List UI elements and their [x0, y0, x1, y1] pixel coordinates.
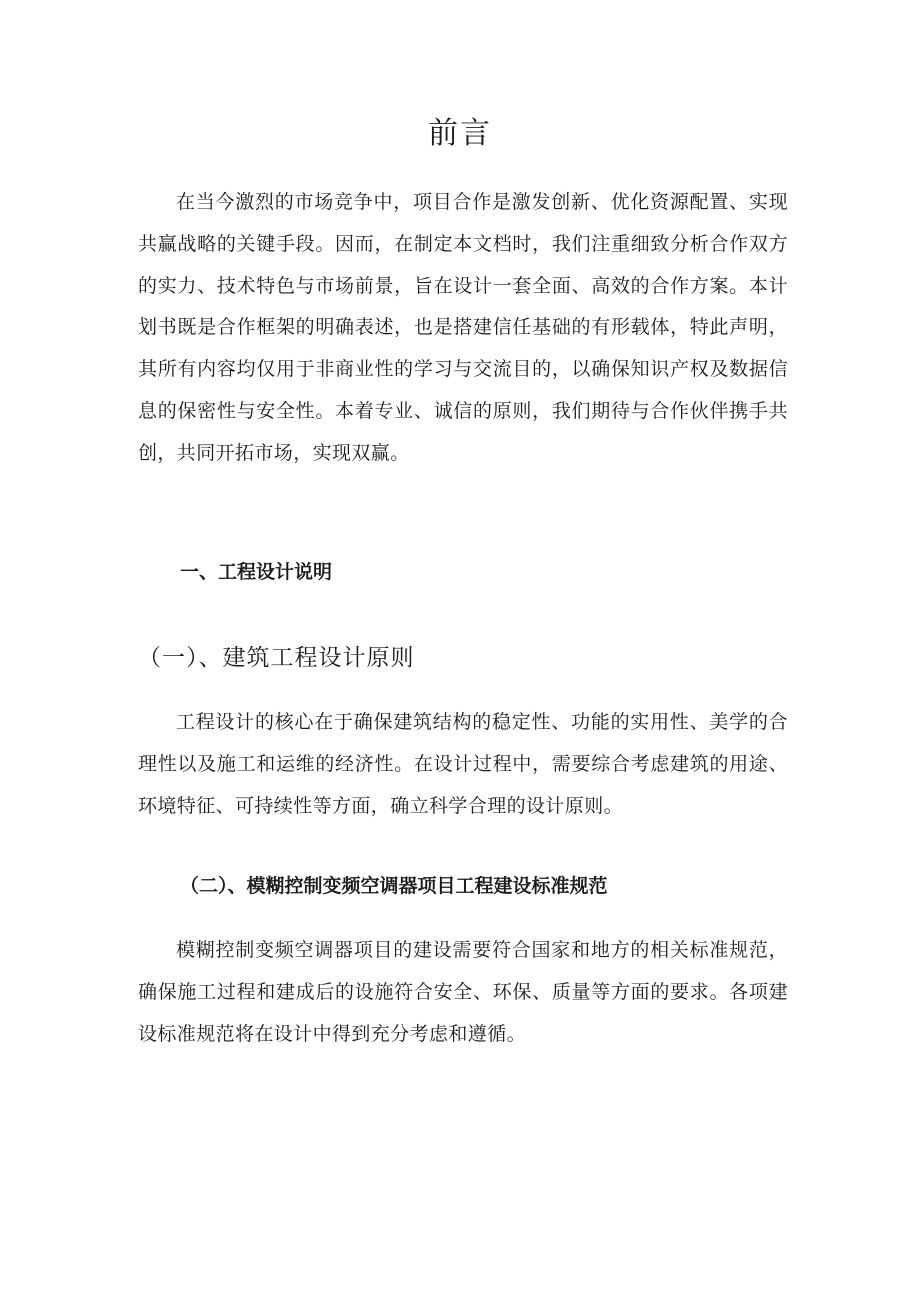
subsection-heading-construction-standards: （二）、模糊控制变频空调器项目工程建设标准规范 — [180, 875, 608, 897]
construction-standards-paragraph: 模糊控制变频空调器项目的建设需要符合国家和地方的相关标准规范，确保施工过程和建成后的设施符合安全、环保、质量等方面的要求。各项建设标准规范将在设计中得到充分考虑和遵循。 — [138, 939, 788, 1045]
page-title: 前言 — [428, 116, 492, 151]
design-principles-paragraph: 工程设计的核心在于确保建筑结构的稳定性、功能的实用性、美学的合理性以及施工和运维的经济性。在设计过程中，需要综合考虑建筑的用途、环境特征、可持续性等方面，确立科学合理的设计原则。 — [138, 711, 788, 817]
section-heading-engineering-design: 一、工程设计说明 — [180, 561, 333, 583]
intro-paragraph: 在当今激烈的市场竞争中，项目合作是激发创新、优化资源配置、实现共赢战略的关键手段。因而，在制定本文档时，我们注重细致分析合作双方的实力、技术特色与市场前景，旨在设计一套全面、高效的合作方案。本计划书既是合作框架的明确表述，也是搭建信任基础的有形载体，特此声明，其所有内容均仅用于非商业性的学习与交流目的，以确保知识产权及数据信息的保密性与安全性。本着专业、诚信的原则，我们期待与合作伙伴携手共创，共同开拓市场，实现双赢。 — [138, 191, 788, 464]
subsection-heading-design-principles: （一）、建筑工程设计原则 — [138, 645, 415, 671]
